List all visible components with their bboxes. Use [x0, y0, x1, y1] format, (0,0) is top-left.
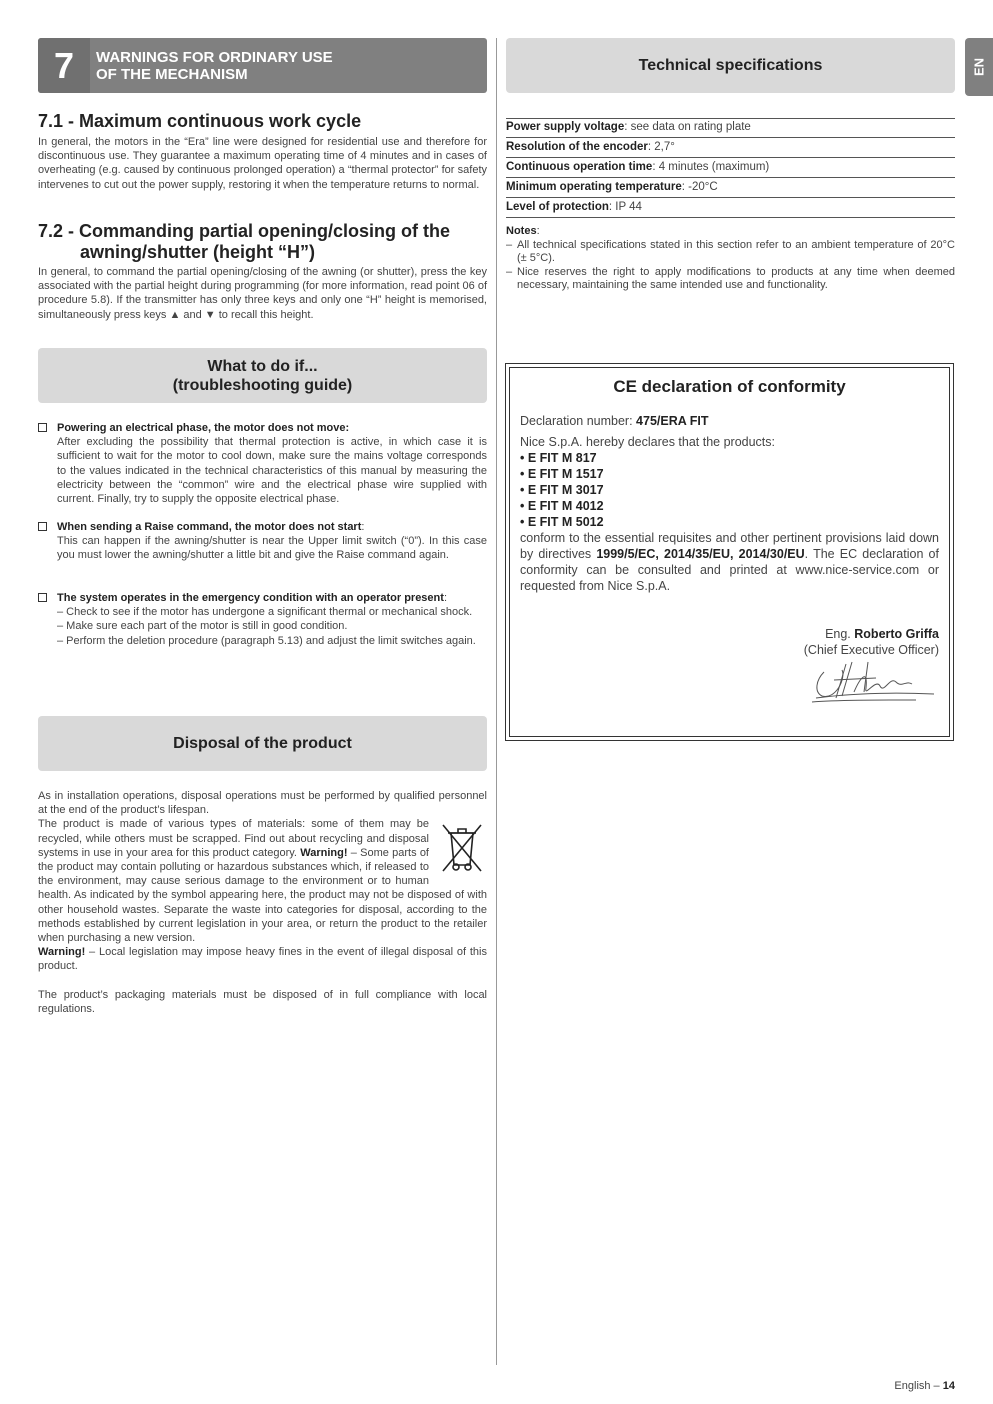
- section-7-2-heading: [38, 221, 450, 263]
- disposal-paragraph: The product is made of various types of materials: some of them may be recycled, while others must be scrapped. Find out about recycling and disposal systems in use in your area for this product category. Warning! – Some parts of the product may contain polluting or hazardous substances which, if released to the environment, may cause serious damage to the environment or to human health. As indicated by the symbol appearing here, the product may not be disposed of with other household wastes. Separate the waste into categories for disposal, according to the methods established by current legislation in your area, or return the product to the retailer when purchasing a new version.: [38, 818, 487, 945]
- troubleshooting-item-text: This can happen if the awning/shutter is near the Upper limit switch (“0”). In this case you must lower the awning/shutter a little bit and give the Raise command again.: [57, 535, 487, 562]
- technical-specs-header: Technical specifications: [506, 38, 955, 93]
- ce-declaration-box: [505, 363, 954, 741]
- ce-product-item: • E FIT M 5012: [520, 515, 604, 529]
- weee-bin-icon: [437, 821, 487, 873]
- note-item: – Nice reserves the right to apply modifications to products at any time when deemed necessary, maintaining the same intended use and functionality.: [506, 266, 955, 293]
- checkbox-square-icon: [38, 423, 47, 432]
- troubleshooting-item-text: – Perform the deletion procedure (paragraph 5.13) and adjust the limit switches again.: [57, 634, 476, 647]
- section-7-1-text: In general, the motors in the “Era” line were designed for residential use and therefore for discontinuous use. They guarantee a maximum operating time of 4 minutes and in cases of overheating (e.g. caused by continuous prolonged operation) a “thermal protector” for safety intervenes to cut out the power supply, restoring it when the temperature returns to normal.: [38, 136, 487, 191]
- spec-row: Level of protection: IP 44: [506, 199, 955, 218]
- chapter-title-line1: WARNINGS FOR ORDINARY USE: [96, 49, 333, 66]
- troubleshooting-item: [38, 421, 487, 506]
- ce-product-item: • E FIT M 3017: [520, 483, 604, 497]
- notes-label: Notes: [506, 225, 537, 237]
- disposal-paragraph: The product’s packaging materials must be disposed of in full compliance with local regulations.: [38, 988, 487, 1015]
- troubleshooting-item: When sending a Raise command, the motor does not start: This can happen if the awning/shutter is near the Upper limit switch (“0”). In this case you must lower the awning/shutter a little bit and give the Raise command again.: [38, 520, 487, 563]
- ce-product-list: [520, 450, 939, 530]
- troubleshooting-item-heading: Powering an electrical phase, the motor does not move:: [57, 422, 350, 434]
- chapter-number: 7: [38, 38, 90, 93]
- ce-product-item: • E FIT M 4012: [520, 499, 604, 513]
- checkbox-square-icon: [38, 522, 47, 531]
- section-7-2-text: In general, to command the partial opening/closing of the awning (or shutter), press the key associated with the partial height during programming (for more information, read point 06 of procedure 5.8). If the transmitter has only three keys and only one “H” height is memorised, simultaneously press keys ▲ and ▼ to recall this height.: [38, 266, 487, 321]
- troubleshooting-item-text: – Make sure each part of the motor is still in good condition.: [57, 620, 348, 633]
- checkbox-square-icon: [38, 593, 47, 602]
- spec-row: Minimum operating temperature: -20°C: [506, 179, 955, 198]
- warning-label: Warning!: [38, 946, 86, 959]
- specs-table: [506, 117, 955, 218]
- chapter-title: [96, 49, 333, 83]
- disposal-paragraph: Warning! – Local legislation may impose heavy fines in the event of illegal disposal of this product.: [38, 946, 487, 973]
- troubleshooting-header: [38, 348, 487, 403]
- troubleshooting-item-heading: When sending a Raise command, the motor does not start: [57, 521, 362, 533]
- section-7-2-heading-line1: 7.2 - Commanding partial opening/closing of the: [38, 221, 451, 241]
- ce-declaration-title: CE declaration of conformity: [613, 377, 846, 396]
- troubleshooting-title-line1: What to do if...: [207, 358, 318, 375]
- chapter-title-line2: OF THE MECHANISM: [96, 66, 248, 83]
- column-divider: [496, 38, 497, 1365]
- ce-product-item: • E FIT M 1517: [520, 467, 604, 481]
- warning-label: Warning!: [300, 846, 348, 859]
- page-footer: English – 14: [894, 1380, 955, 1392]
- troubleshooting-item-heading: The system operates in the emergency condition with an operator present: [57, 592, 444, 604]
- ce-declaration-number: Declaration number: 475/ERA FIT: [520, 414, 709, 428]
- ce-signer-role: (Chief Executive Officer): [803, 643, 939, 657]
- spec-row: Power supply voltage: see data on rating plate: [506, 118, 955, 138]
- note-item: – All technical specifications stated in this section refer to an ambient temperature of 20°C (± 5°C).: [506, 239, 955, 266]
- section-7-2-heading-line2: awning/shutter (height “H”): [80, 242, 315, 262]
- disposal-paragraph: As in installation operations, disposal operations must be performed by qualified personnel at the end of the product’s lifespan.: [38, 790, 487, 817]
- spec-row: Resolution of the encoder: 2,7°: [506, 139, 955, 158]
- troubleshooting-item-text: – Check to see if the motor has undergone a significant thermal or mechanical shock.: [57, 606, 473, 619]
- troubleshooting-item: The system operates in the emergency condition with an operator present: – Check to see if the motor has undergone a significant thermal or mechanical shock. – Make sure each part of the motor is still in good condition. – Perform the deletion procedure (paragraph 5.13) and adjust the limit switches again.: [38, 591, 487, 648]
- ce-signer: Eng. Roberto Griffa (Chief Executive Officer): [803, 627, 939, 657]
- ce-declaration-inner: [509, 367, 950, 737]
- troubleshooting-title-line2: (troubleshooting guide): [172, 377, 353, 394]
- chapter-header: [38, 38, 487, 93]
- disposal-header: Disposal of the product: [38, 716, 487, 771]
- disposal-text: [38, 789, 487, 1016]
- signature-icon: [806, 658, 941, 708]
- language-tab: EN: [965, 38, 993, 96]
- spec-row: Continuous operation time: 4 minutes (maximum): [506, 159, 955, 178]
- troubleshooting-item-text: After excluding the possibility that thermal protection is active, in which case it is sufficient to wait for the motor to cool down, make sure the mains voltage corresponds to the values indicated in the technical characteristics of this manual by measuring the electricity between the “common” wire and the electrical phase wire supplied with current. Finally, try to supply the opposite electrical phase.: [57, 436, 487, 506]
- ce-product-item: • E FIT M 817: [520, 451, 597, 465]
- specs-notes: Notes: – All technical specifications stated in this section refer to an ambient temperature of 20°C (± 5°C). – Nice reserves the right to apply modifications to products at any time when deemed necessary, maintaining the same intended use and functionality.: [506, 225, 955, 293]
- section-7-1-heading: 7.1 - Maximum continuous work cycle: [38, 111, 362, 131]
- ce-conformity-text: conform to the essential requisites and other pertinent provisions laid down by directives 1999/5/EC, 2014/35/EU, 2014/30/EU. The EC declaration of conformity can be consulted and printed at www.nice-service.com or requested from Nice S.p.A.: [520, 531, 939, 593]
- ce-intro: Nice S.p.A. hereby declares that the products:: [520, 435, 775, 449]
- page-number: 14: [942, 1380, 955, 1392]
